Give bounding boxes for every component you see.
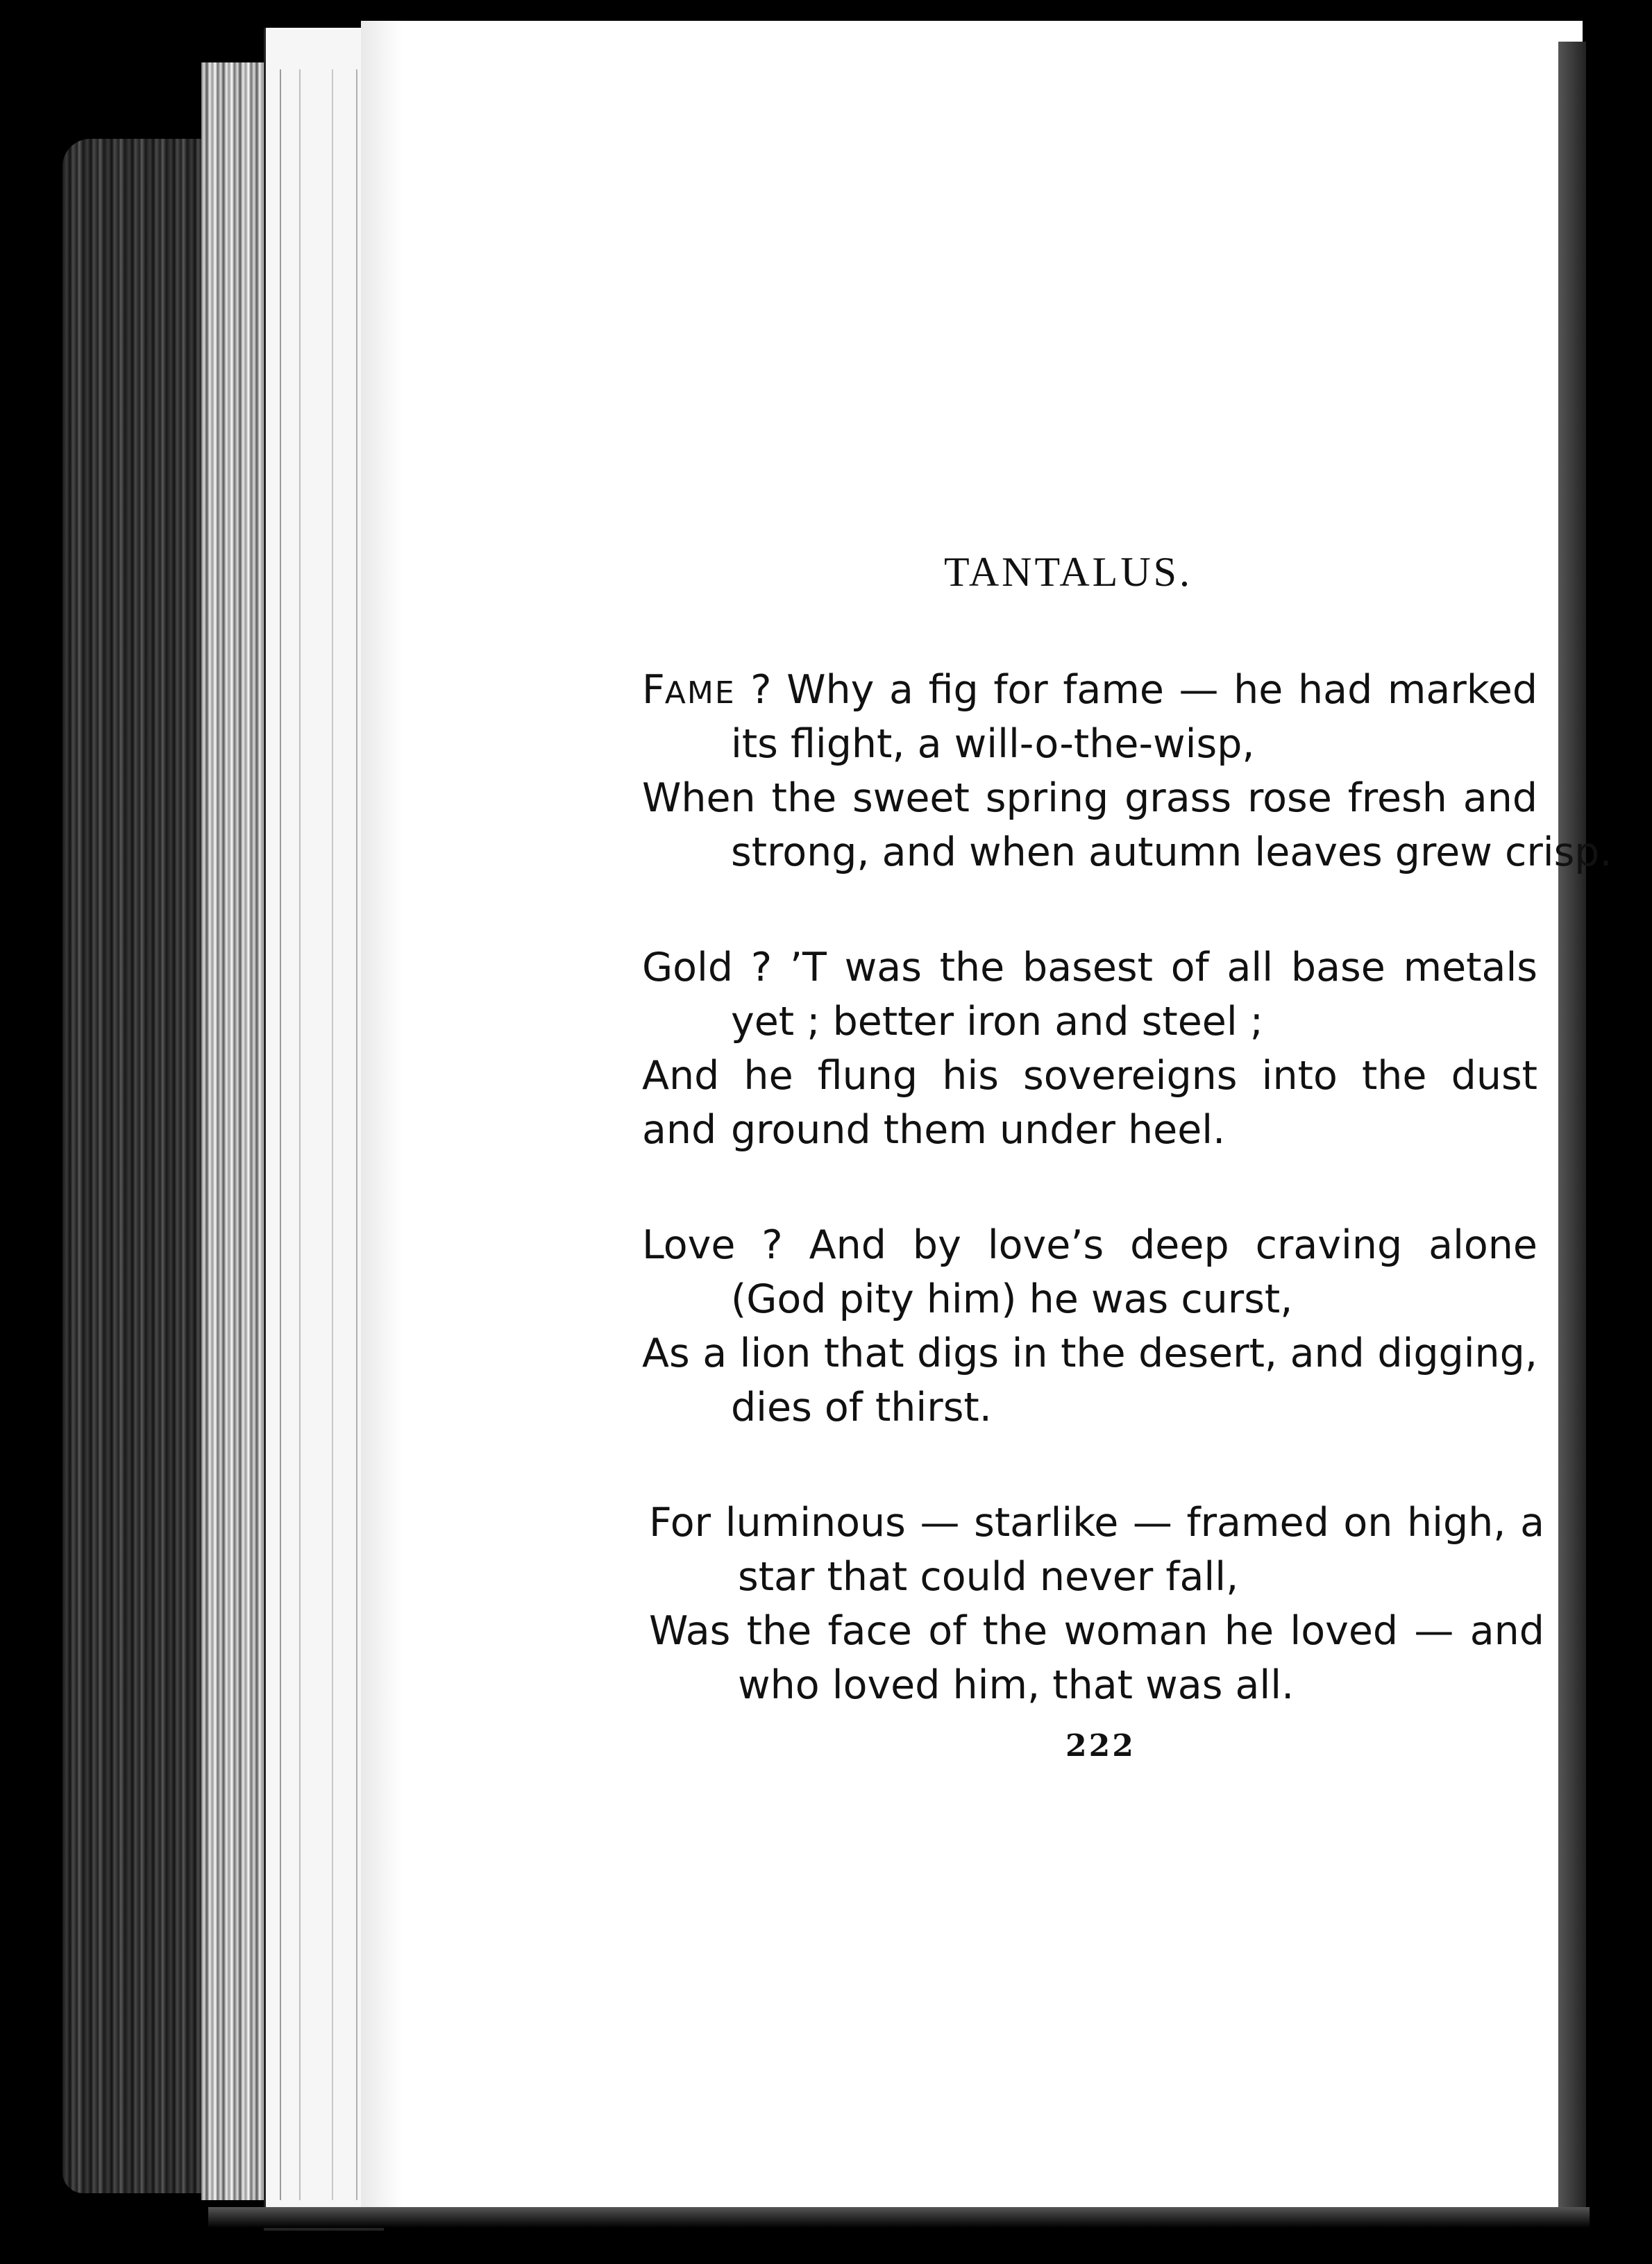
poem-line: its flight, a will-o-the-wisp, <box>731 721 1255 767</box>
page-edge-line <box>280 69 281 2200</box>
page-edge-line <box>332 69 333 2200</box>
poem-line: When the sweet spring grass rose fresh and <box>642 775 1537 821</box>
poem-line: who loved him, that was all. <box>738 1662 1295 1708</box>
next-page-edge <box>1558 42 1586 2207</box>
stanza-fame <box>642 663 1612 879</box>
page-edge-line <box>299 69 301 2200</box>
poem-title: TANTALUS. <box>944 549 1193 595</box>
poem-line <box>642 663 1537 717</box>
page-edge-line <box>356 69 357 2200</box>
poem-line: ground them under heel. <box>731 1107 1226 1153</box>
poem-line: And he flung his sovereigns into the dust and <box>642 1053 1537 1153</box>
stanza-love <box>642 1218 1537 1435</box>
stanza-luminous <box>649 1496 1544 1712</box>
poem-line: (God pity him) he was curst, <box>731 1276 1293 1322</box>
poem-line: star that could never fall, <box>738 1554 1239 1600</box>
poem-line: dies of thirst. <box>731 1385 992 1430</box>
poem-line: Was the face of the woman he loved — and <box>649 1608 1544 1654</box>
poem-line: Gold ? ’T was the basest of all base metals <box>642 945 1537 990</box>
poem-line: For luminous — starlike — framed on high, a <box>649 1500 1544 1546</box>
small-caps-initial: F <box>642 667 665 713</box>
small-caps-word: AME <box>664 675 736 711</box>
page-number: 222 <box>1065 1728 1136 1764</box>
scan-border-right <box>1586 0 1652 2264</box>
scan-border-bottom <box>208 2207 1590 2228</box>
poem-line: strong, and when autumn leaves grew crisp. <box>731 829 1612 875</box>
page-fold-shadow <box>361 21 403 2207</box>
stanza-gold <box>642 940 1537 1157</box>
poem-line: As a lion that digs in the desert, and digging, <box>642 1330 1537 1376</box>
poem-line: yet ; better iron and steel ; <box>731 999 1263 1045</box>
poem-line: Love ? And by love’s deep craving alone <box>642 1222 1537 1268</box>
poem-line-rest: ? Why a fig for fame — he had marked <box>735 667 1537 713</box>
